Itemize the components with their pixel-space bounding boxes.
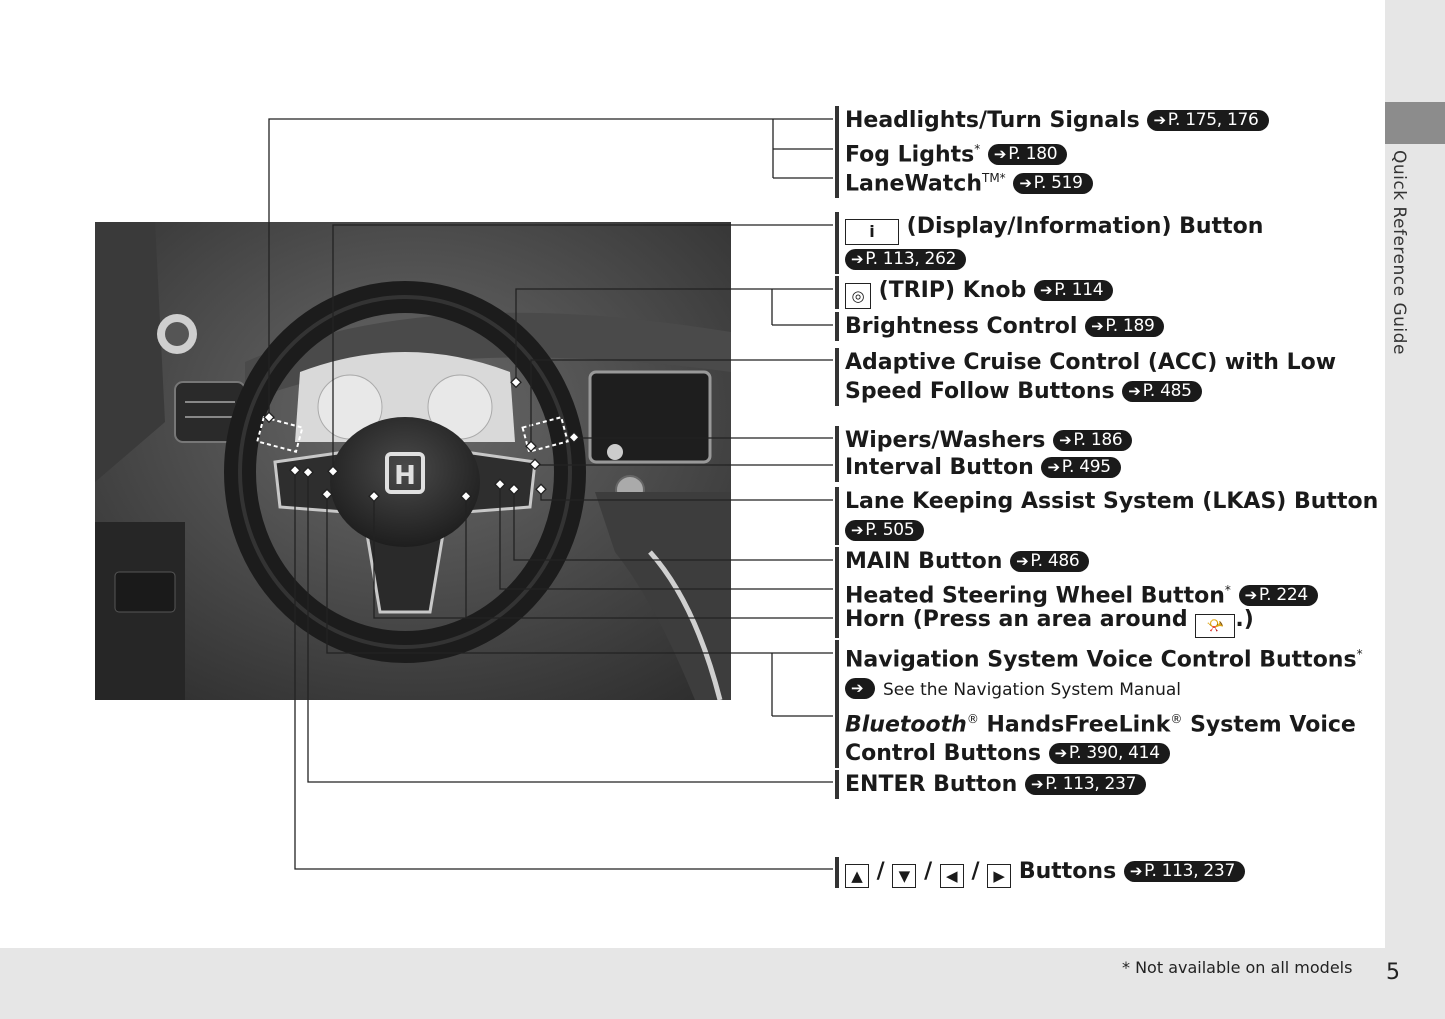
horn-icon: 📯 — [1195, 614, 1235, 638]
interval-button-label: Interval Button ➔ P. 495 — [835, 453, 1121, 482]
arrow-right-icon: ➔ — [1059, 431, 1072, 449]
horn-label: Horn (Press an area around 📯 .) — [835, 605, 1254, 638]
arrow-buttons-label: ▲ / ▼ / ◀ / ▶ Buttons ➔ P. 113, 237 — [835, 857, 1245, 888]
lkas-button-label: Lane Keeping Assist System (LKAS) Button ➔ P. 505 — [835, 487, 1378, 545]
arrow-right-icon: ➔ — [1054, 744, 1067, 763]
arrow-right-icon: ➔ — [1128, 382, 1141, 400]
arrow-right-icon: ➔ — [851, 679, 864, 698]
page-ref-badge[interactable]: ➔ P. 224 — [1239, 585, 1318, 606]
arrow-right-icon: ➔ — [1031, 775, 1044, 793]
arrow-right-icon: ➔ — [1016, 552, 1029, 570]
trip-knob-label: ◎ (TRIP) Knob ➔ P. 114 — [835, 276, 1113, 309]
arrow-right-icon: ➔ — [1047, 458, 1060, 476]
arrow-right-icon: ➔ — [1019, 174, 1032, 193]
heated-steering-label: Heated Steering Wheel Button* ➔ P. 224 — [835, 576, 1318, 610]
arrow-right-icon: ➔ — [1039, 281, 1053, 299]
arrow-right-icon: ➔ — [993, 145, 1007, 164]
main-button-label: MAIN Button ➔ P. 486 — [835, 547, 1089, 576]
fog-lights-label: Fog Lights* ➔ P. 180 — [835, 135, 1067, 169]
honda-logo: H — [394, 461, 416, 491]
brightness-control-label: Brightness Control ➔ P. 189 — [835, 312, 1164, 341]
page-ref-badge[interactable]: ➔ P. 485 — [1122, 381, 1201, 402]
arrow-right-icon: ➔ — [851, 250, 864, 268]
display-info-icon: i — [845, 219, 899, 245]
arrow-right-icon: ➔ — [1129, 862, 1143, 880]
page-ref-badge[interactable]: ➔ P. 495 — [1041, 457, 1120, 478]
arrow-right-icon: ➔ — [1153, 111, 1166, 129]
page-ref-badge[interactable]: ➔ P. 519 — [1013, 173, 1092, 194]
trip-knob-icon: ◎ — [845, 283, 871, 309]
page-ref-badge[interactable]: ➔ P. 113, 237 — [1124, 861, 1245, 882]
footnote: * Not available on all models — [1122, 958, 1353, 977]
arrow-right-icon: ➔ — [851, 521, 864, 539]
page-ref-badge[interactable]: ➔ P. 114 — [1034, 280, 1113, 301]
wipers-washers-label: Wipers/Washers ➔ P. 186 — [835, 426, 1132, 455]
bluetooth-voice-label: Bluetooth® HandsFreeLink® System Voice Control Buttons ➔ P. 390, 414 — [835, 705, 1356, 768]
arrow-right-icon: ➔ — [1244, 586, 1257, 605]
display-info-button-label: i (Display/Information) Button ➔ P. 113, 262 — [835, 212, 1263, 274]
page-ref-badge[interactable]: ➔ P. 189 — [1085, 316, 1164, 337]
page-ref-badge[interactable]: ➔ P. 505 — [845, 520, 924, 541]
page-ref-badge[interactable]: ➔ P. 180 — [988, 144, 1067, 165]
lanewatch-label: LaneWatch$^{TM*}$ ➔ P. 519 — [835, 164, 1093, 198]
up-arrow-icon: ▲ — [845, 864, 869, 888]
page-ref-badge[interactable]: ➔ P. 175, 176 — [1147, 110, 1268, 131]
nav-voice-label: Navigation System Voice Control Buttons* ➔ See the Navigation System Manual — [835, 640, 1363, 705]
down-arrow-icon: ▼ — [892, 864, 916, 888]
page-ref-badge[interactable]: ➔ P. 186 — [1053, 430, 1132, 451]
see-ref-badge[interactable] — [845, 678, 875, 699]
page-number: 5 — [1386, 960, 1400, 985]
acc-buttons-label: Adaptive Cruise Control (ACC) with Low Speed Follow Buttons ➔ P. 485 — [835, 348, 1336, 406]
arrow-right-icon: ➔ — [1091, 317, 1104, 335]
left-arrow-icon: ◀ — [940, 864, 964, 888]
page-ref-badge[interactable]: ➔ P. 486 — [1010, 551, 1089, 572]
page-ref-badge[interactable]: ➔ P. 390, 414 — [1049, 743, 1170, 764]
right-arrow-icon: ▶ — [987, 864, 1011, 888]
section-label: Quick Reference Guide — [1389, 150, 1409, 355]
headlights-label: Headlights/Turn Signals ➔ P. 175, 176 — [835, 106, 1269, 135]
enter-button-label: ENTER Button ➔ P. 113, 237 — [835, 770, 1146, 799]
page-ref-badge[interactable]: ➔ P. 113, 237 — [1025, 774, 1146, 795]
page-ref-badge[interactable]: ➔ P. 113, 262 — [845, 249, 966, 270]
